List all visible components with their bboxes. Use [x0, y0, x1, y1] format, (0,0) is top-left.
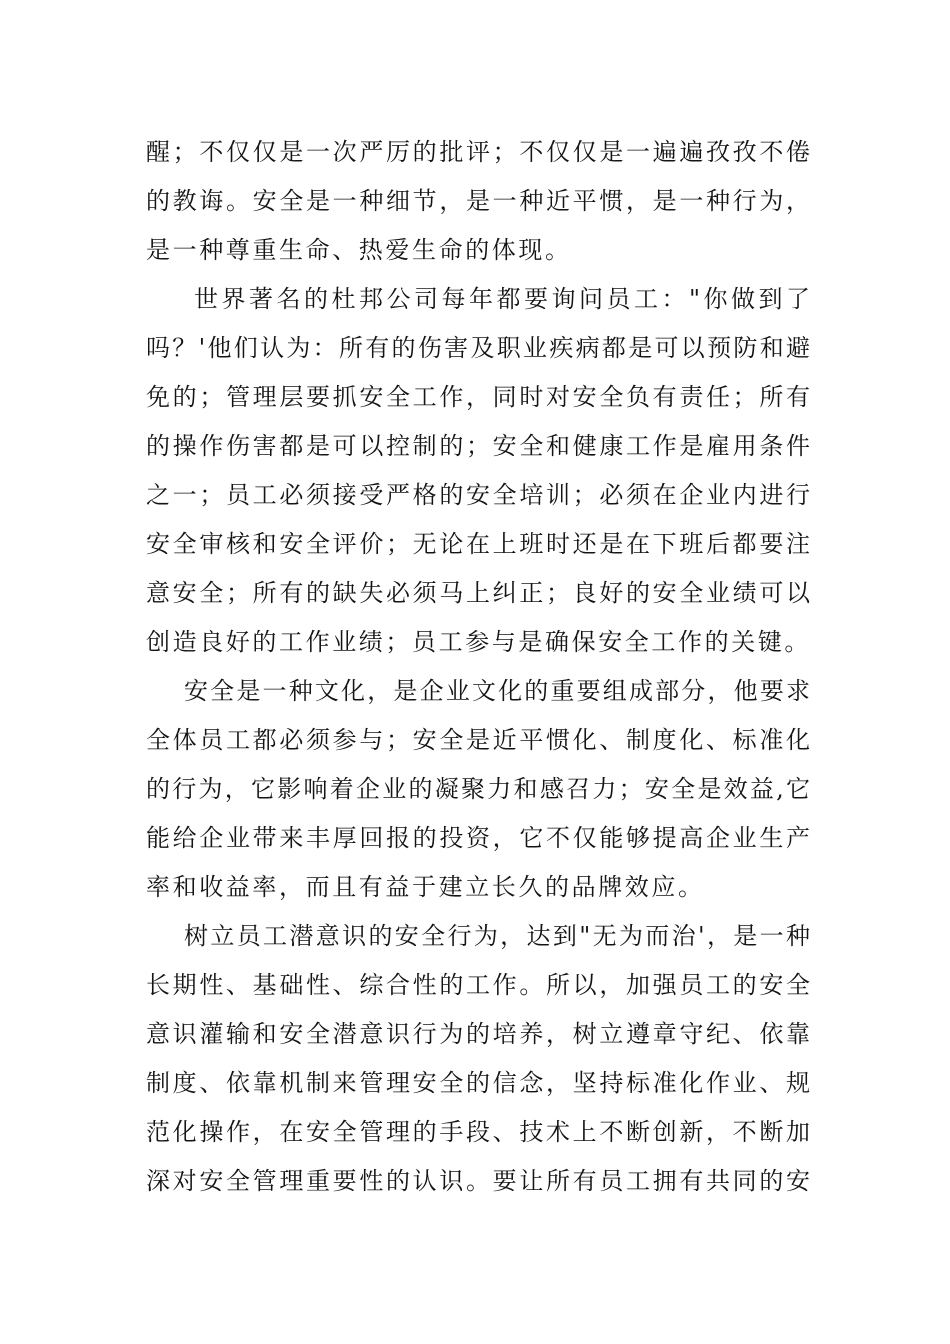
paragraph-3 [146, 667, 810, 912]
text-line: 长期性、基础性、综合性的工作。所以，加强员工的安全 [146, 971, 810, 999]
text-line: 率和收益率，而且有益于建立长久的品牌效应。 [146, 873, 705, 901]
document-body [146, 128, 810, 1206]
text-line: 制度、依靠机制来管理安全的信念，坚持标准化作业、规 [146, 1069, 810, 1097]
text-line: 意安全；所有的缺失必须马上纠正；良好的安全业绩可以 [146, 579, 810, 607]
text-line: 免的；管理层要抓安全工作，同时对安全负有责任；所有 [146, 383, 810, 411]
text-line: 安全审核和安全评价；无论在上班时还是在下班后都要注 [146, 530, 810, 558]
text-line: 树立员工潜意识的安全行为，达到"无为而治'，是一种 [184, 922, 810, 950]
text-line: 能给企业带来丰厚回报的投资，它不仅能够提高企业生产 [146, 824, 810, 852]
paragraph-2 [146, 275, 810, 667]
text-line: 之一；员工必须接受严格的安全培训；必须在企业内进行 [146, 481, 810, 509]
text-line: 意识灌输和安全潜意识行为的培养，树立遵章守纪、依靠 [146, 1020, 810, 1048]
text-line: 范化操作，在安全管理的手段、技术上不断创新，不断加 [146, 1118, 810, 1146]
text-line: 全体员工都必须参与；安全是近平惯化、制度化、标准化 [146, 726, 810, 754]
paragraph-1 [146, 128, 810, 275]
text-line: 安全是一种文化，是企业文化的重要组成部分，他要求 [184, 677, 810, 705]
text-line: 创造良好的工作业绩；员工参与是确保安全工作的关键。 [146, 628, 811, 656]
text-line: 世界著名的杜邦公司每年都要询问员工："你做到了 [194, 285, 810, 313]
text-line: 的行为，它影响着企业的凝聚力和感召力；安全是效益,它 [146, 775, 810, 803]
paragraph-4 [146, 912, 810, 1206]
text-line: 深对安全管理重要性的认识。要让所有员工拥有共同的安 [146, 1167, 810, 1195]
text-line: 的操作伤害都是可以控制的；安全和健康工作是雇用条件 [146, 432, 810, 460]
text-line: 吗？'他们认为：所有的伤害及职业疾病都是可以预防和避 [146, 334, 810, 362]
text-line: 是一种尊重生命、热爱生命的体现。 [146, 236, 572, 264]
text-line: 醒；不仅仅是一次严厉的批评；不仅仅是一遍遍孜孜不倦 [146, 138, 810, 166]
text-line: 的教诲。安全是一种细节，是一种近平惯，是一种行为， [146, 187, 810, 215]
